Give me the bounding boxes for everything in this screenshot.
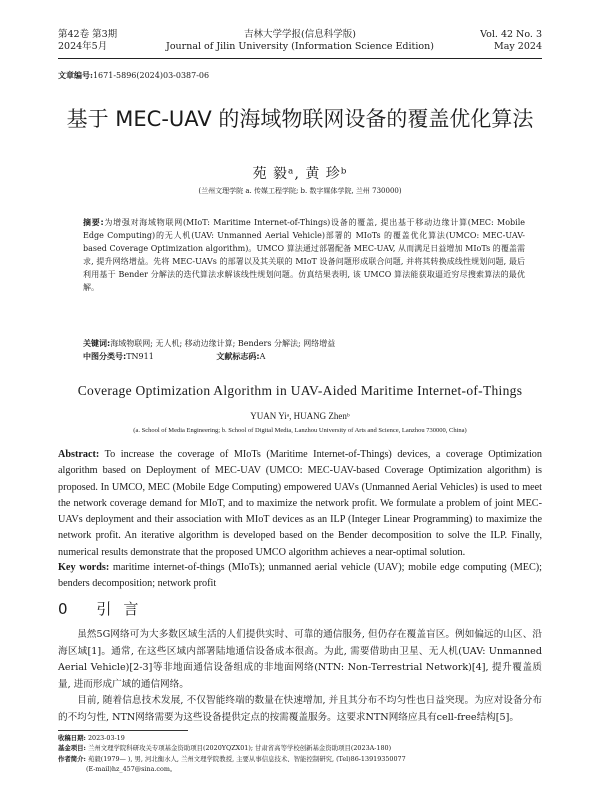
body-text (58, 627, 542, 727)
footnote-email: (E-mail)hz_457@sina.com。 (86, 764, 177, 773)
chinese-abstract-text: 为增强对海域物联网(MIoT: Maritime Internet-of-Things)设备的覆盖, 提出基于移动边缘计算(MEC: Mobile Edge Computing)的无人机(UAV: Unmanned Aerial Vehicle)部署的 MIoTs 的覆盖优化算法(UMCO: MEC-UAV-based Coverage Optimization algorithm)。UMCO 算法通过部署配备 MEC-UAV, 从而满足日益增加 MIoTs 的覆盖需求, 提升网络增益。先将 MEC-UAVs 的部署以及其关联的 MIoT 设备问题形成联合问题, 并将其转换成线性规划问题, 最后利用基于 Bender 分解法的迭代算法求解该线性规划问题。仿真结果表明, 该 UMCO 算法能获取逼近穷尽搜索算法的最优解。 (83, 218, 525, 292)
footnote-fund (58, 743, 542, 753)
author-bio-value: 苑毅(1979— ), 男, 河北衡水人, 兰州文理学院教授, 主要从事信息技术、智能控制研究, (Tel)86-13919350077 (87, 754, 406, 763)
header-journal-name (58, 29, 542, 53)
chinese-abstract-label: 摘要: (83, 218, 104, 227)
footnote (58, 733, 542, 774)
fund-value: 兰州文理学院科研攻关专项基金资助项目(2020YQZX01); 甘肃省高等学校创新基金资助项目(2023A-180) (87, 744, 392, 753)
footnote-rule (58, 730, 188, 731)
chinese-authors: 苑 毅ᵃ, 黄 珍ᵇ (252, 166, 348, 182)
author-bio-label: 作者简介: (58, 754, 86, 763)
english-abstract-text: To increase the coverage of MIoTs (Maritime Internet-of-Things) devices, a coverage Optimization algorithm based on Deployment of MEC-UAV (UMCO: MEC-UAV-based Coverage Optimization algorithm) is proposed. In UMCO, MEC (Mobile Edge Computing) empowered UAVs (Unmanned Aerial Vehicles) is used to meet the network coverage demand for MIoT, and to maximize the network profit. We formulate a problem of joint MEC-UAVs deployment and their association with MIoT devices as an ILP (Integer Linear Programming) to maximize the network profit. An iterative algorithm is developed based on the Bender decomposition to solve the ILP. Finally, numerical results demonstrate that the proposed UMCO algorithm achieves a near-optimal solution. (58, 449, 542, 558)
header-right-line2: May 2024 (494, 41, 542, 52)
body-paragraph: 虽然5G网络可为大多数区域生活的人们提供实时、可靠的通信服务, 但仍存在覆盖盲区。例如偏远的山区、沿海区域[1]。通常, 在这些区域内部署陆地通信设备成本很高。为此, 需要借助由卫星、无人机(UAV: Unmanned Aerial Vehicle)[2-3]等非地面通信设备组成的非地面网络(NTN: Non-Terrestrial Network)[4], 提升覆盖质量, 进而形成广域的通信网络。 (58, 629, 542, 690)
document-code-value: A (259, 352, 266, 361)
english-title: Coverage Optimization Algorithm in UAV-Aided Maritime Internet-of-Things (77, 383, 523, 398)
english-keywords-label: Key words: (58, 562, 110, 573)
article-number-label: 文章编号: (58, 70, 93, 80)
footnote-author (58, 754, 542, 764)
english-keywords-text: maritime internet-of-things (MIoTs); unmanned aerial vehicle (UAV); mobile edge computing (MEC); benders decomposition; network profit (58, 562, 542, 589)
english-authors: YUAN Yiᵃ, HUANG Zhenᵇ (250, 411, 350, 421)
chinese-keywords (83, 337, 525, 350)
classification-line (83, 350, 525, 363)
running-header (58, 29, 542, 57)
chinese-keywords-label: 关键词: (83, 339, 111, 348)
article-number (58, 70, 209, 81)
english-abstract (58, 447, 542, 561)
section-number: 0 (58, 600, 80, 618)
article-number-value: 1671-5896(2024)03-0387-06 (92, 71, 210, 80)
header-left-line2: 2024年5月 (58, 41, 108, 52)
header-right-line1: Vol. 42 No. 3 (480, 29, 542, 40)
document-code-label: 文献标志码: (216, 352, 260, 361)
header-center-line1: 吉林大学学报(信息科学版) (244, 29, 356, 40)
class-number-value: TN911 (126, 352, 154, 361)
chinese-title: 基于 MEC-UAV 的海域物联网设备的覆盖优化算法 (66, 107, 534, 131)
body-paragraph: 目前, 随着信息技术发展, 不仅智能终端的数量在快速增加, 并且其分布不均匀性也日益突现。为应对设备分布的不均匀性, NTN网络需要为这些设备提供定点的按需覆盖服务。这要求NTN网络应具有cell-free结构[5]。 (58, 695, 542, 723)
header-vol-no (480, 29, 542, 53)
chinese-abstract (83, 216, 525, 294)
received-value: 2023-03-19 (87, 734, 125, 742)
english-keywords (58, 560, 542, 592)
english-abstract-label: Abstract: (58, 449, 100, 460)
class-number-label: 中图分类号: (83, 352, 127, 361)
fund-label: 基金项目: (58, 744, 86, 753)
footnote-received (58, 733, 542, 743)
header-rule (58, 58, 542, 59)
section-heading (58, 598, 150, 619)
header-left-line1: 第42卷 第3期 (58, 29, 118, 40)
english-affiliation: (a. School of Media Engineering; b. School of Digital Media, Lanzhou University of Arts and Science, Lanzhou 730000, China) (133, 427, 467, 434)
chinese-keywords-text: 海域物联网; 无人机; 移动边缘计算; Benders 分解法; 网络增益 (110, 339, 336, 348)
chinese-affiliation: (兰州文理学院 a. 传媒工程学院; b. 数字媒体学院, 兰州 730000) (198, 187, 402, 195)
section-title: 引言 (96, 600, 151, 618)
header-center-line2: Journal of Jilin University (Information Science Edition) (166, 41, 434, 52)
received-label: 收稿日期: (58, 734, 86, 742)
